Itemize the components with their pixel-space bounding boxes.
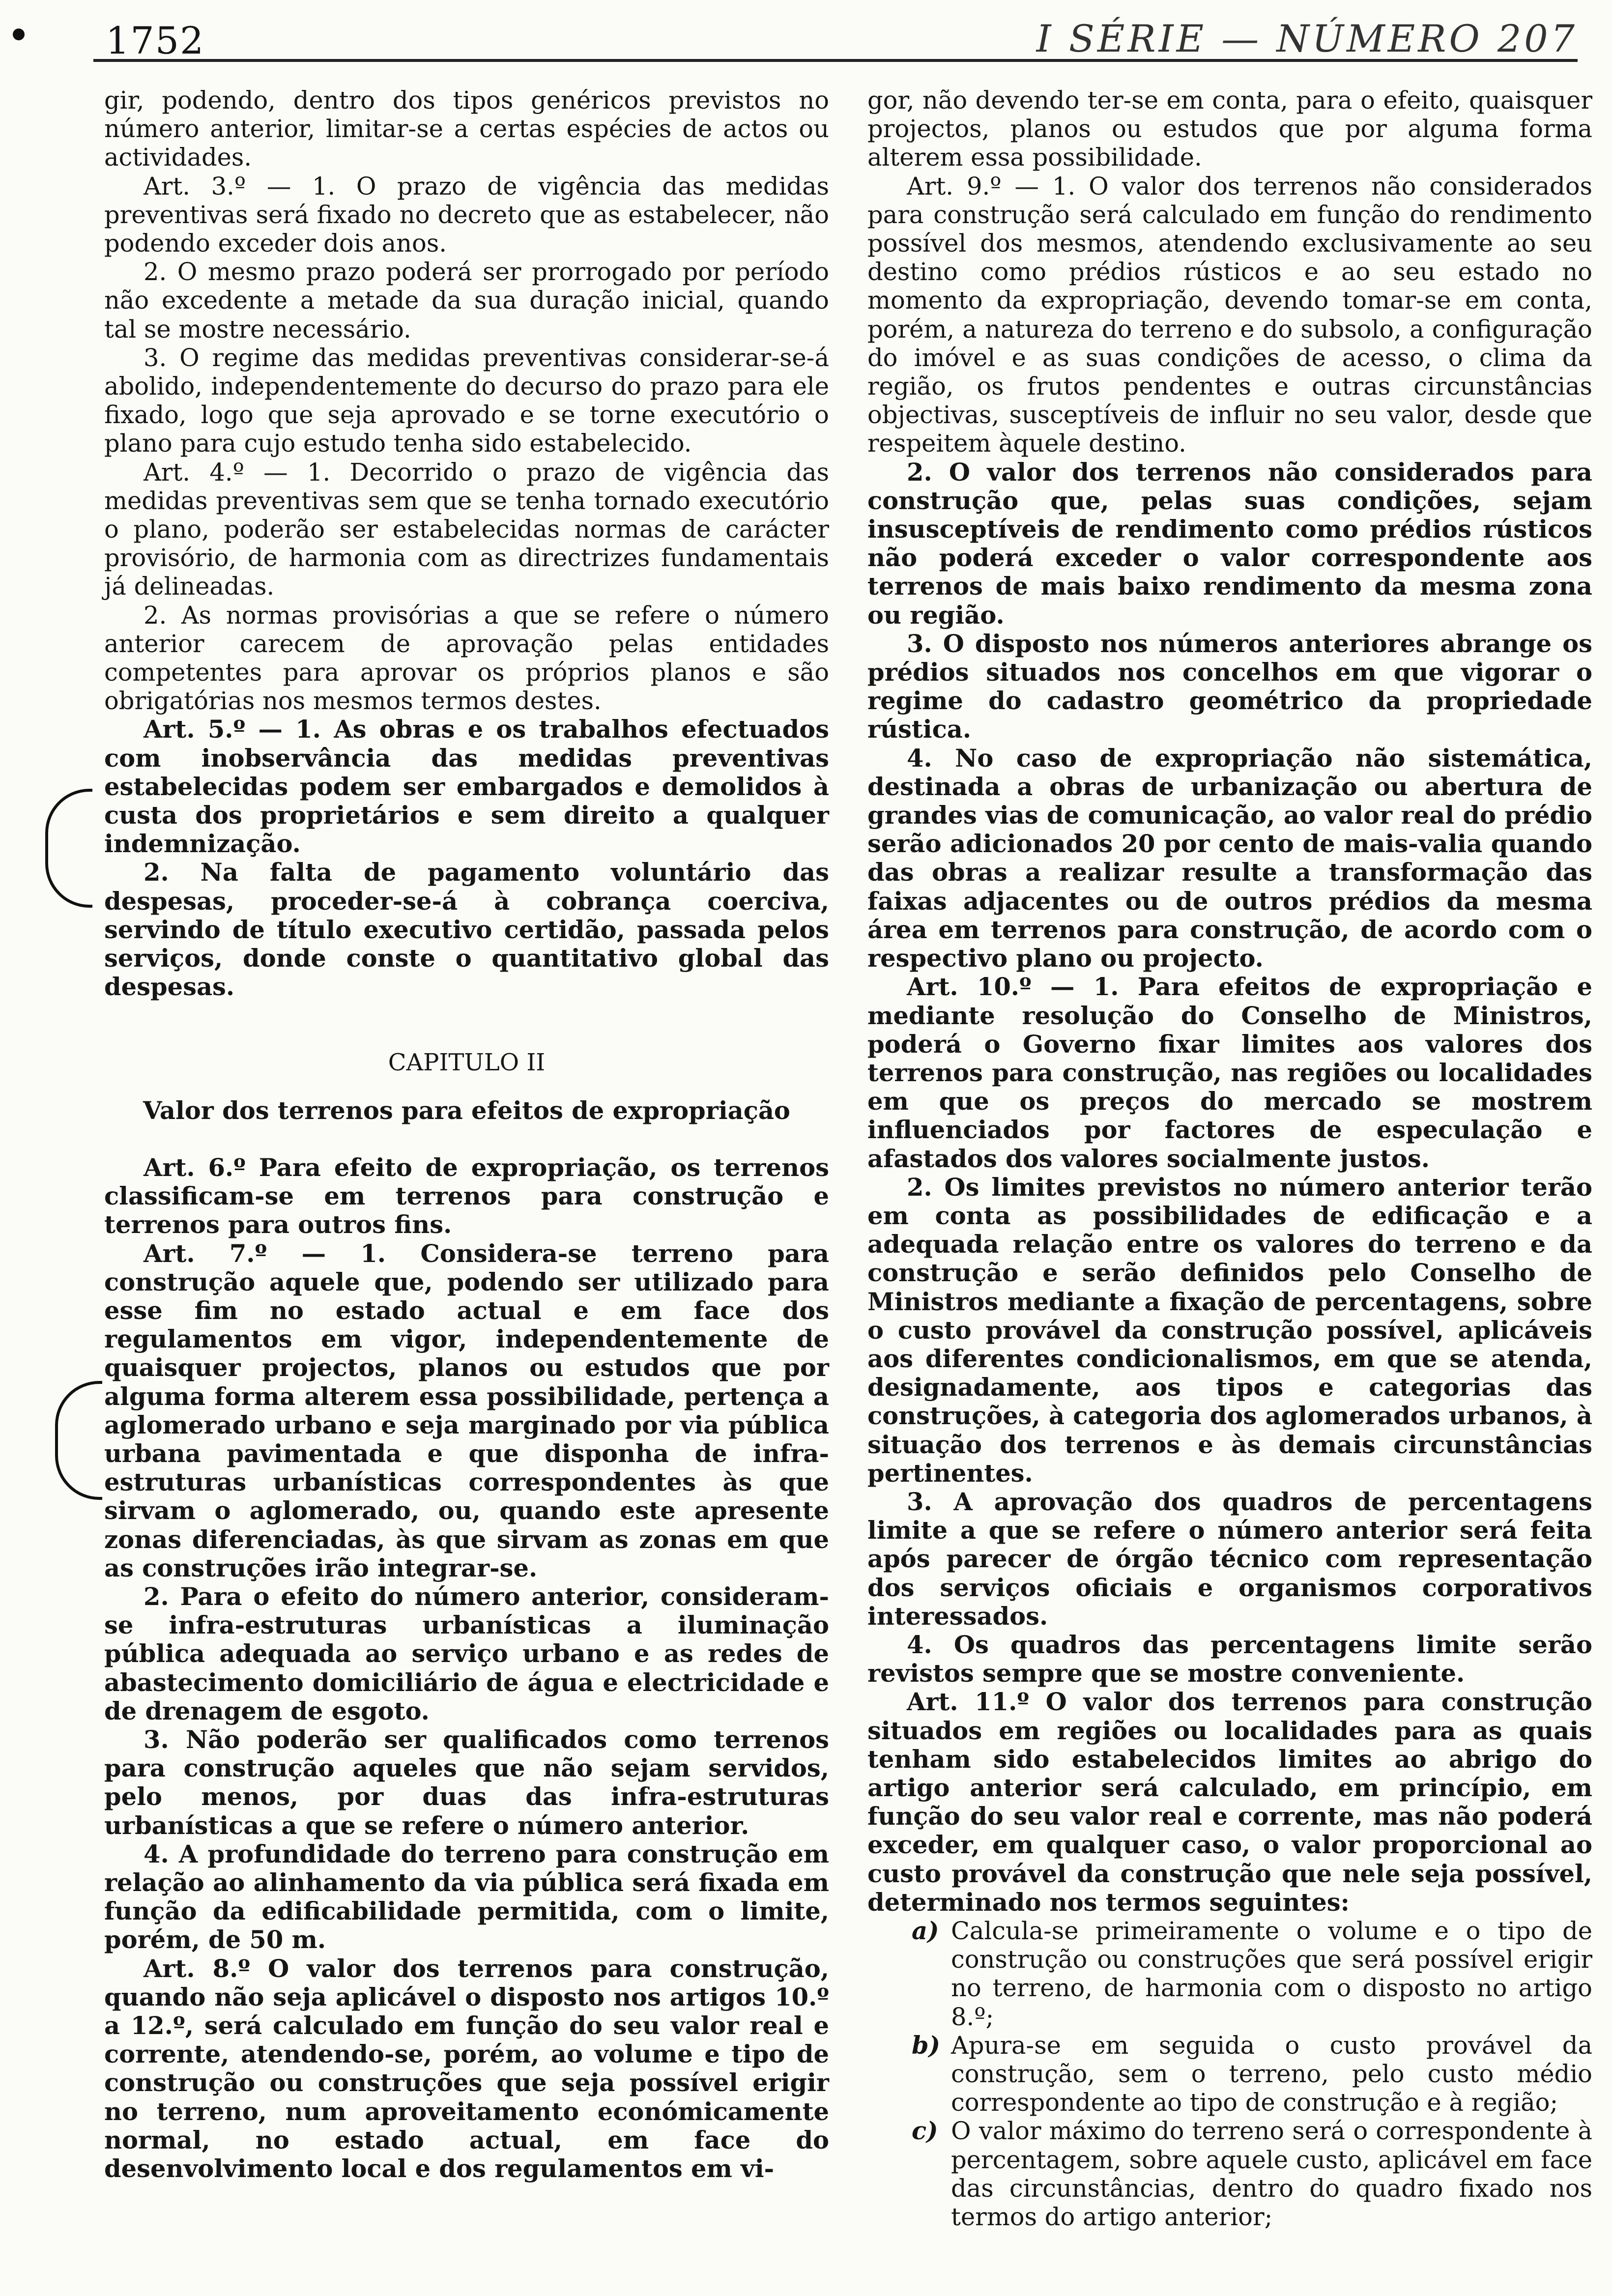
list-text: Calcula-se primeiramente o volume e o tipo de construção ou construções que será possível erigir no terreno, de harmonia com o disposto no artigo 8.º; xyxy=(951,1917,1592,2031)
page-number: 1752 xyxy=(106,19,205,62)
list-marker: c) xyxy=(912,2117,938,2146)
header-rule xyxy=(93,59,1578,62)
paragraph: 2. O valor dos terrenos não considerados para construção que, pelas suas condições, sejam insusceptíveis de rendimento como prédios rústicos não poderá exceder o valor correspondente aos terrenos de mais baixo rendimento da mesma zona ou região. xyxy=(867,458,1592,630)
left-column xyxy=(104,86,829,2183)
paragraph: Art. 10.º — 1. Para efeitos de expropriação e mediante resolução do Conselho de Ministros, poderá o Governo fixar limites aos valores dos terrenos para construção, nas regiões ou localidades em que os preços do mercado se mostrem influenciados por factores de especulação e afastados dos valores socialmente justos. xyxy=(867,973,1592,1173)
right-column xyxy=(867,86,1592,2231)
paragraph: 3. O regime das medidas preventivas considerar-se-á abolido, independentemente do decurso do prazo para ele fixado, logo que seja aprovado e se torne executório o plano para cujo estudo tenha sido estabelecido. xyxy=(104,343,829,458)
paragraph: 2. As normas provisórias a que se refere o número anterior carecem de aprovação pelas entidades competentes para aprovar os próprios planos e são obrigatórias nos mesmos termos destes. xyxy=(104,601,829,716)
paragraph: 4. A profundidade do terreno para construção em relação ao alinhamento da via pública será fixada em função da edificabilidade permitida, com o limite, porém, de 50 m. xyxy=(104,1839,829,1954)
paragraph: Art. 7.º — 1. Considera-se terreno para construção aquele que, podendo ser utilizado para esse fim no estado actual e em face dos regulamentos em vigor, independentemente de quaisquer projectos, planos ou estudos que por alguma forma alterem essa possibilidade, pertença a aglomerado urbano e seja marginado por via pública urbana pavimentada e que disponha de infra-estruturas urbanísticas correspondentes às que sirvam o aglomerado, ou, quando este apresente zonas diferenciadas, às que sirvam as zonas em que as construções irão integrar-se. xyxy=(104,1239,829,1582)
list-item xyxy=(867,1917,1592,2031)
margin-bracket-mark xyxy=(55,1381,102,1500)
list-item xyxy=(867,2117,1592,2231)
margin-bracket-mark xyxy=(45,789,92,908)
paragraph: 3. A aprovação dos quadros de percentagens limite a que se refere o número anterior será feita após parecer de órgão técnico com representação dos serviços oficiais e organismos corporativos interessados. xyxy=(867,1487,1592,1631)
paragraph: 2. Na falta de pagamento voluntário das despesas, proceder-se-á à cobrança coerciva, servindo de título executivo certidão, passada pelos serviços, donde conste o quantitativo global das despesas. xyxy=(104,858,829,1002)
paragraph: 2. O mesmo prazo poderá ser prorrogado por período não excedente a metade da sua duração inicial, quando tal se mostre necessário. xyxy=(104,258,829,344)
paragraph: gor, não devendo ter-se em conta, para o efeito, quaisquer projectos, planos ou estudos que por alguma forma alterem essa possibilidade. xyxy=(867,86,1592,172)
chapter-heading: CAPITULO II xyxy=(388,1048,546,1076)
paragraph: Art. 5.º — 1. As obras e os trabalhos efectuados com inobservância das medidas preventivas estabelecidas podem ser embargados e demolidos à custa dos proprietários e sem direito a qualquer indemnização. xyxy=(104,715,829,859)
paragraph: 4. No caso de expropriação não sistemática, destinada a obras de urbanização ou abertura de grandes vias de comunicação, ao valor real do prédio serão adicionados 20 por cento de mais-valia quando das obras a realizar resulte a transformação das faixas adjacentes ou de outros prédios da mesma área em terrenos para construção, de acordo com o respectivo plano ou projecto. xyxy=(867,744,1592,973)
paragraph: 3. Não poderão ser qualificados como terrenos para construção aqueles que não sejam servidos, pelo menos, por duas das infra-estruturas urbanísticas a que se refere o número anterior. xyxy=(104,1725,829,1840)
list-item xyxy=(867,2031,1592,2117)
paragraph: Art. 9.º — 1. O valor dos terrenos não considerados para construção será calculado em função do rendimento possível dos mesmos, atendendo exclusivamente ao seu destino como prédios rústicos e ao seu estado no momento da expropriação, devendo tomar-se em conta, porém, a natureza do terreno e do subsolo, a configuração do imóvel e as suas condições de acesso, o clima da região, os frutos pendentes e outras circunstâncias objectivas, susceptíveis de influir no seu valor, desde que respeitem àquele destino. xyxy=(867,172,1592,458)
paragraph: Art. 3.º — 1. O prazo de vigência das medidas preventivas será fixado no decreto que as estabelecer, não podendo exceder dois anos. xyxy=(104,172,829,258)
paragraph: 4. Os quadros das percentagens limite serão revistos sempre que se mostre conveniente. xyxy=(867,1630,1592,1688)
page-header xyxy=(0,0,1612,64)
paragraph: Art. 8.º O valor dos terrenos para construção, quando não seja aplicável o disposto nos artigos 10.º a 12.º, será calculado em função do seu valor real e corrente, atendendo-se, porém, ao volume e tipo de construção ou construções que seja possível erigir no terreno, num aproveitamento económicamente normal, no estado actual, em face do desenvolvimento local e dos regulamentos em vi- xyxy=(104,1954,829,2183)
paragraph: gir, podendo, dentro dos tipos genéricos previstos no número anterior, limitar-se a certas espécies de actos ou actividades. xyxy=(104,86,829,172)
paragraph: Art. 4.º — 1. Decorrido o prazo de vigência das medidas preventivas sem que se tenha tornado executório o plano, poderão ser estabelecidas normas de carácter provisório, de harmonia com as directrizes fundamentais já delineadas. xyxy=(104,458,829,601)
paragraph: 2. Para o efeito do número anterior, consideram-se infra-estruturas urbanísticas a iluminação pública adequada ao serviço urbano e as redes de abastecimento domiciliário de água e electricidade e de drenagem de esgoto. xyxy=(104,1582,829,1725)
paragraph: Art. 6.º Para efeito de expropriação, os terrenos classificam-se em terrenos para construção e terrenos para outros fins. xyxy=(104,1153,829,1239)
list-marker: a) xyxy=(912,1917,939,1945)
chapter-title: Valor dos terrenos para efeitos de expropriação xyxy=(143,1096,790,1125)
list-text: O valor máximo do terreno será o correspondente à percentagem, sobre aquele custo, aplicável em face das circunstâncias, dentro do quadro fixado nos termos do artigo anterior; xyxy=(951,2117,1592,2232)
margin-dot xyxy=(13,29,25,40)
paragraph: 2. Os limites previstos no número anterior terão em conta as possibilidades de edificação e a adequada relação entre os valores do terreno e da construção e serão definidos pelo Conselho de Ministros mediante a fixação de percentagens, sobre o custo provável da construção possível, aplicáveis aos diferentes condicionalismos, em que se atenda, designadamente, aos tipos e categorias das construções, à categoria dos aglomerados urbanos, à situação dos terrenos e às demais circunstâncias pertinentes. xyxy=(867,1173,1592,1488)
paragraph: 3. O disposto nos números anteriores abrange os prédios situados nos concelhos em que vigorar o regime do cadastro geométrico da propriedade rústica. xyxy=(867,629,1592,744)
paragraph: Art. 11.º O valor dos terrenos para construção situados em regiões ou localidades para as quais tenham sido estabelecidos limites ao abrigo do artigo anterior será calculado, em princípio, em função do seu valor real e corrente, mas não poderá exceder, em qualquer caso, o valor proporcional ao custo provável da construção que nele seja possível, determinado nos termos seguintes: xyxy=(867,1688,1592,1917)
series-title: I SÉRIE — NÚMERO 207 xyxy=(1036,17,1578,60)
list-text: Apura-se em seguida o custo provável da construção, sem o terreno, pelo custo médio correspondente ao tipo de construção e à região; xyxy=(951,2031,1592,2117)
list-marker: b) xyxy=(912,2031,941,2060)
